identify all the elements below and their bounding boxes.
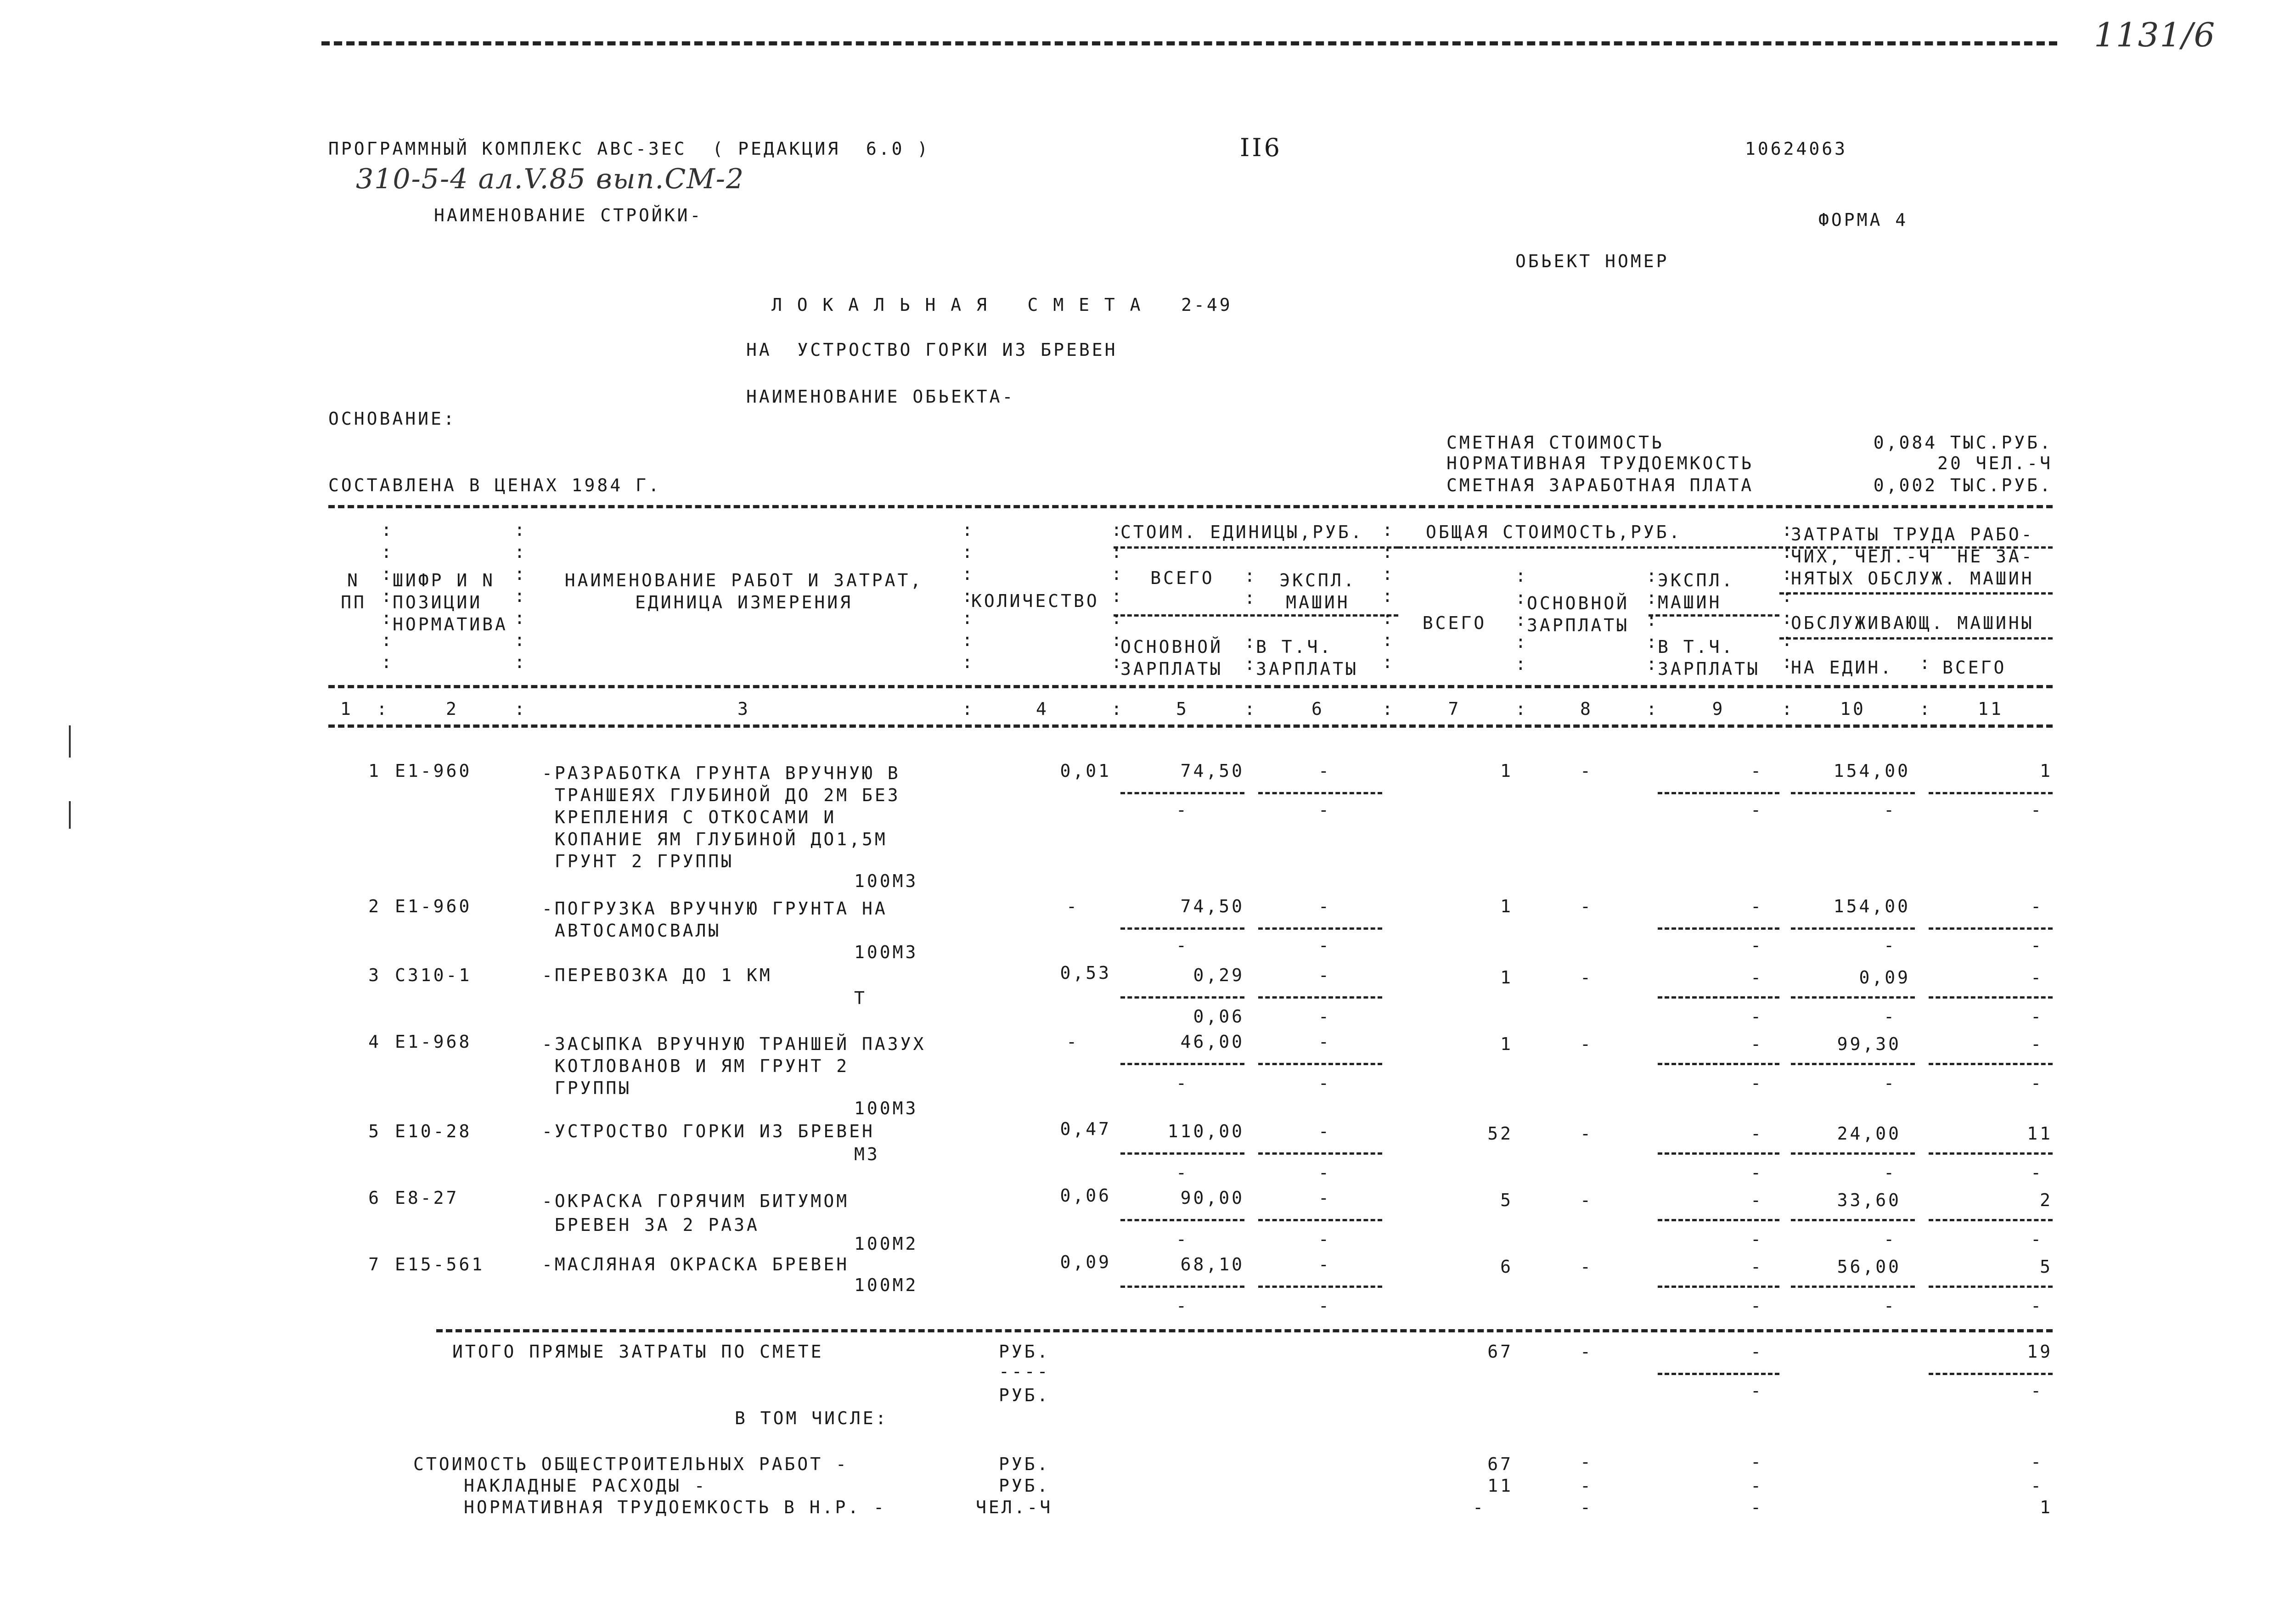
- row-c10: 154,00: [1833, 896, 1910, 916]
- row-c5-bottom: -: [1176, 1296, 1189, 1316]
- row-c9-bottom: -: [1750, 1162, 1763, 1183]
- number-row-separators: :: [1244, 699, 1257, 719]
- row-quantity: 0,06: [1060, 1185, 1111, 1206]
- row-quantity: 0,01: [1060, 761, 1111, 781]
- header-separators: : : : : : : :: [1111, 520, 1124, 672]
- row-number: 7: [368, 1254, 381, 1275]
- row-unit: М3: [854, 1144, 880, 1164]
- row-c10-rule: [1791, 792, 1915, 794]
- row-c10: 33,60: [1837, 1190, 1901, 1210]
- labor-sub-header: ОБСЛУЖИВАЮЩ. МАШИНЫ: [1791, 613, 2034, 633]
- row-number: 6: [368, 1188, 381, 1208]
- row-c6-bottom: -: [1318, 1073, 1331, 1093]
- row-c6-rule: [1258, 1063, 1382, 1065]
- row-c9: -: [1750, 761, 1763, 781]
- row-c5-rule: [1120, 1152, 1244, 1155]
- summary-label-labor: НОРМАТИВНАЯ ТРУДОЕМКОСТЬ: [1446, 453, 1754, 473]
- row-c5: 74,50: [1180, 761, 1244, 781]
- totals-line-c11: -: [2031, 1476, 2043, 1496]
- direct-costs-c8: -: [1580, 1342, 1593, 1362]
- row-number: 2: [368, 896, 381, 916]
- construction-name: НАИМЕНОВАНИЕ СТРОЙКИ-: [434, 205, 703, 225]
- row-c8: -: [1580, 1257, 1593, 1277]
- row-c6: -: [1318, 761, 1331, 781]
- row-c11-bottom: -: [2031, 1162, 2043, 1183]
- row-c11-rule: [1929, 927, 2053, 930]
- prices-basis: СОСТАВЛЕНА В ЦЕНАХ 1984 Г.: [328, 475, 661, 495]
- row-c7: 5: [1500, 1190, 1513, 1210]
- row-c7: 6: [1500, 1257, 1513, 1277]
- row-c9: -: [1750, 1123, 1763, 1144]
- totals-line-c9: -: [1750, 1452, 1763, 1472]
- row-c8: -: [1580, 1123, 1593, 1144]
- row-code: Е1-960: [395, 761, 472, 781]
- row-c6-bottom: -: [1318, 1006, 1331, 1027]
- col6-top-header: ЭКСПЛ. МАШИН: [1279, 570, 1356, 612]
- header-separators: : : : : : : :: [1782, 520, 1795, 672]
- summary-label-wage: СМЕТНАЯ ЗАРАБОТНАЯ ПЛАТА: [1446, 475, 1754, 495]
- row-c8: -: [1580, 1190, 1593, 1210]
- row-c9: -: [1750, 1190, 1763, 1210]
- row-c11-bottom: -: [2031, 1229, 2043, 1249]
- row-c6-bottom: -: [1318, 935, 1331, 955]
- totals-line-label: НОРМАТИВНАЯ ТРУДОЕМКОСТЬ В Н.Р. -: [464, 1497, 886, 1517]
- row-c6: -: [1318, 965, 1331, 985]
- header-separators: : : : : : : :: [1382, 520, 1395, 672]
- row-c10-rule: [1791, 1063, 1915, 1065]
- totals-line-c7: 67: [1487, 1454, 1513, 1474]
- row-c6-bottom: -: [1318, 1229, 1331, 1249]
- row-quantity: 0,09: [1060, 1252, 1111, 1272]
- col-number-6: 6: [1311, 699, 1324, 719]
- row-c6-bottom: -: [1318, 800, 1331, 820]
- table-top-rule: [328, 505, 2053, 508]
- header-separators: : : : : :: [1646, 566, 1659, 674]
- row-unit: 100М3: [854, 871, 918, 891]
- number-row-separators: :: [1782, 699, 1795, 719]
- col6-bottom-header: В Т.Ч. ЗАРПЛАТЫ: [1256, 637, 1359, 679]
- row-c5-bottom: -: [1176, 1162, 1189, 1183]
- row-name: -РАЗРАБОТКА ГРУНТА ВРУЧНУЮ В ТРАНШЕЯХ ГЛУБИНОЙ ДО 2М БЕЗ КРЕПЛЕНИЯ С ОТКОСАМИ И КОПАНИЕ ЯМ ГЛУБИНОЙ ДО1,5М ГРУНТ 2 ГРУППЫ: [542, 763, 900, 871]
- number-row-separators: :: [1111, 699, 1124, 719]
- unit-cost-subrule: [1114, 546, 1398, 549]
- row-c6-bottom: -: [1318, 1162, 1331, 1183]
- totals-line-label: НАКЛАДНЫЕ РАСХОДЫ -: [464, 1476, 707, 1496]
- totals-line-unit: ЧЕЛ.-Ч: [976, 1497, 1053, 1517]
- including-label: В ТОМ ЧИСЛЕ:: [735, 1408, 889, 1428]
- top-dashed-rule: [321, 41, 2057, 45]
- row-c6: -: [1318, 1254, 1331, 1275]
- row-quantity: 0,47: [1060, 1119, 1111, 1139]
- row-c5-bottom: -: [1176, 1229, 1189, 1249]
- row-c5-bottom: -: [1176, 935, 1189, 955]
- row-c5: 68,10: [1180, 1254, 1244, 1275]
- col8-header: ОСНОВНОЙ ЗАРПЛАТЫ: [1527, 593, 1630, 635]
- row-c9-bottom: -: [1750, 935, 1763, 955]
- col-quantity-header: КОЛИЧЕСТВО: [971, 591, 1099, 611]
- row-name: -МАСЛЯНАЯ ОКРАСКА БРЕВЕН: [542, 1254, 850, 1275]
- direct-costs-c9: -: [1750, 1342, 1763, 1362]
- row-c5-bottom: -: [1176, 800, 1189, 820]
- number-row-separators: :: [1382, 699, 1395, 719]
- number-row-separators: :: [377, 699, 389, 719]
- corner-note: 1131/6: [2094, 16, 2216, 54]
- row-c11-rule: [1929, 1219, 2053, 1221]
- row-c7: 1: [1500, 1034, 1513, 1054]
- row-c7: 1: [1500, 896, 1513, 916]
- col-name-header: НАИМЕНОВАНИЕ РАБОТ И ЗАТРАТ, ЕДИНИЦА ИЗМЕРЕНИЯ: [564, 570, 923, 612]
- header-separators: : : : :: [1244, 566, 1257, 674]
- col-number-11: 11: [1978, 699, 2003, 719]
- row-name: -ПОГРУЗКА ВРУЧНУЮ ГРУНТА НА АВТОСАМОСВАЛЫ: [542, 898, 888, 941]
- row-c5: 90,00: [1180, 1188, 1244, 1208]
- row-c10-rule: [1791, 927, 1915, 930]
- row-c5-rule: [1120, 1063, 1244, 1065]
- row-c11-rule: [1929, 1063, 2053, 1065]
- summary-value-cost: 0,084 ТЫС.РУБ.: [1873, 432, 2053, 453]
- row-code: Е1-960: [395, 896, 472, 916]
- row-name: -УСТРОСТВО ГОРКИ ИЗ БРЕВЕН: [542, 1121, 875, 1141]
- row-c10: 154,00: [1833, 761, 1910, 781]
- totals-line-c7: -: [1473, 1497, 1486, 1517]
- row-c11: 11: [2027, 1123, 2053, 1144]
- row-c9-bottom: -: [1750, 800, 1763, 820]
- col7-header: ВСЕГО: [1422, 613, 1487, 633]
- row-c10-bottom: -: [1884, 1006, 1896, 1027]
- row-c6-rule: [1258, 927, 1382, 930]
- row-c5: 110,00: [1167, 1121, 1244, 1141]
- header-separators: : : : : : : :: [381, 520, 394, 672]
- row-c6-rule: [1258, 1152, 1382, 1155]
- row-c10: 0,09: [1859, 967, 1910, 988]
- direct-costs-c7: 67: [1487, 1342, 1513, 1362]
- col-number-8: 8: [1580, 699, 1593, 719]
- row-c8: -: [1580, 1034, 1593, 1054]
- row-c9-rule: [1658, 792, 1779, 794]
- row-unit: 100М2: [854, 1275, 918, 1295]
- direct-costs-c11-bottom: -: [2031, 1381, 2043, 1401]
- col10-header: НА ЕДИН.: [1791, 657, 1894, 678]
- row-c9-rule: [1658, 1063, 1779, 1065]
- number-row-separators: :: [962, 699, 975, 719]
- direct-costs-unit-2: РУБ.: [999, 1385, 1050, 1405]
- direct-costs-c11-rule: [1929, 1373, 2053, 1375]
- total-cost-header: ОБЩАЯ СТОИМОСТЬ,РУБ.: [1426, 522, 1682, 542]
- direct-costs-c9-rule: [1658, 1373, 1779, 1375]
- row-c5-rule: [1120, 996, 1244, 999]
- row-c5-rule: [1120, 792, 1244, 794]
- row-c5-bottom: 0,06: [1193, 1006, 1244, 1027]
- row-c5-bottom: -: [1176, 1073, 1189, 1093]
- header-separators: : : : : : : :: [962, 520, 975, 672]
- row-c6-rule: [1258, 1286, 1382, 1288]
- totals-line-c11: 1: [2040, 1497, 2053, 1517]
- row-unit: Т: [854, 988, 867, 1008]
- col5-bottom-header: ОСНОВНОЙ ЗАРПЛАТЫ: [1120, 637, 1223, 679]
- estimate-subject: НА УСТРОСТВО ГОРКИ ИЗ БРЕВЕН: [746, 340, 1118, 360]
- row-c9: -: [1750, 896, 1763, 916]
- row-number: 1: [368, 761, 381, 781]
- totals-line-c11: -: [2031, 1452, 2043, 1472]
- row-c11: 2: [2040, 1190, 2053, 1210]
- row-c6-bottom: -: [1318, 1296, 1331, 1316]
- row-c5-rule: [1120, 1219, 1244, 1221]
- direct-costs-label: ИТОГО ПРЯМЫЕ ЗАТРАТЫ ПО СМЕТЕ: [452, 1342, 824, 1362]
- row-c10-rule: [1791, 1152, 1915, 1155]
- row-c6-rule: [1258, 1219, 1382, 1221]
- row-c11: 5: [2040, 1257, 2053, 1277]
- row-c9-bottom: -: [1750, 1006, 1763, 1027]
- col11-header: ВСЕГО: [1942, 657, 2007, 678]
- row-c8: -: [1580, 896, 1593, 916]
- row-c6: -: [1318, 1188, 1331, 1208]
- row-c7: 52: [1487, 1123, 1513, 1144]
- col9-bottom-header: В Т.Ч. ЗАРПЛАТЫ: [1658, 637, 1761, 679]
- row-name: -ОКРАСКА ГОРЯЧИМ БИТУМОМ БРЕВЕН ЗА 2 РАЗА: [542, 1191, 850, 1235]
- row-c9: -: [1750, 1257, 1763, 1277]
- number-row-separators: :: [1919, 699, 1932, 719]
- totals-line-c9: -: [1750, 1497, 1763, 1517]
- direct-costs-c11: 19: [2027, 1342, 2053, 1362]
- row-c10-bottom: -: [1884, 1296, 1896, 1316]
- row-number: 3: [368, 965, 381, 985]
- number-row-separators: :: [1515, 699, 1528, 719]
- row-c5: 74,50: [1180, 896, 1244, 916]
- row-c10: 99,30: [1837, 1034, 1901, 1054]
- row-c6: -: [1318, 896, 1331, 916]
- unit-cost-header: СТОИМ. ЕДИНИЦЫ,РУБ.: [1120, 522, 1364, 542]
- number-row-separators: :: [1646, 699, 1659, 719]
- row-c9-bottom: -: [1750, 1296, 1763, 1316]
- totals-line-label: СТОИМОСТЬ ОБЩЕСТРОИТЕЛЬНЫХ РАБОТ -: [413, 1454, 849, 1474]
- row-number: 4: [368, 1032, 381, 1052]
- row-c11: -: [2031, 1034, 2043, 1054]
- row-unit: 100М3: [854, 1098, 918, 1118]
- scan-mark: [69, 725, 71, 758]
- labor-subrule-1: [1779, 592, 2053, 595]
- row-c11-bottom: -: [2031, 1073, 2043, 1093]
- row-c9: -: [1750, 1034, 1763, 1054]
- row-c6: -: [1318, 1032, 1331, 1052]
- row-name: -ЗАСЫПКА ВРУЧНУЮ ТРАНШЕЙ ПАЗУХ КОТЛОВАНОВ И ЯМ ГРУНТ 2 ГРУППЫ: [542, 1034, 926, 1098]
- totals-line-unit: РУБ.: [999, 1454, 1050, 1474]
- direct-costs-unit-rule: ----: [999, 1361, 1050, 1381]
- row-c11: -: [2031, 967, 2043, 988]
- row-code: Е1-968: [395, 1032, 472, 1052]
- row-c5: 0,29: [1193, 965, 1244, 985]
- labor-header: ЗАТРАТЫ ТРУДА РАБО- ЧИХ, ЧЕЛ.-Ч НЕ ЗА- НЯТЫХ ОБСЛУЖ. МАШИН: [1791, 524, 2034, 589]
- header-bottom-rule: [328, 685, 2053, 688]
- summary-label-cost: СМЕТНАЯ СТОИМОСТЬ: [1446, 432, 1664, 453]
- col-number-header: N ПП: [341, 570, 366, 612]
- labor-subrule-2: [1779, 637, 2053, 640]
- estimate-title: Л О К А Л Ь Н А Я С М Е Т А 2-49: [771, 295, 1232, 315]
- row-c9: -: [1750, 967, 1763, 988]
- col9-top-header: ЭКСПЛ. МАШИН: [1658, 570, 1735, 612]
- basis-label: ОСНОВАНИЕ:: [328, 409, 456, 429]
- row-c5-rule: [1120, 1286, 1244, 1288]
- direct-costs-c9-bottom: -: [1750, 1381, 1763, 1401]
- row-quantity: -: [1066, 1032, 1079, 1052]
- totals-line-unit: РУБ.: [999, 1476, 1050, 1496]
- row-c11: 1: [2040, 761, 2053, 781]
- row-c7: 1: [1500, 967, 1513, 988]
- col-number-1: 1: [340, 699, 353, 719]
- object-name: НАИМЕНОВАНИЕ ОБЬЕКТА-: [746, 387, 1015, 407]
- row-c11-bottom: -: [2031, 1006, 2043, 1027]
- summary-value-labor: 20 ЧЕЛ.-Ч: [1937, 453, 2053, 473]
- row-c10: 24,00: [1837, 1123, 1901, 1144]
- number-row-separators: :: [514, 699, 527, 719]
- row-c10-bottom: -: [1884, 800, 1896, 820]
- header-separators: : : : : : : :: [514, 520, 527, 672]
- row-c6: -: [1318, 1121, 1331, 1141]
- row-quantity: -: [1066, 896, 1079, 916]
- row-c9-rule: [1658, 1286, 1779, 1288]
- row-code: С310-1: [395, 965, 472, 985]
- row-c9-rule: [1658, 1152, 1779, 1155]
- row-code: Е10-28: [395, 1121, 472, 1141]
- row-c10-bottom: -: [1884, 1229, 1896, 1249]
- col-code-header: ШИФР И N ПОЗИЦИИ НОРМАТИВА: [393, 570, 508, 635]
- row-c9-rule: [1658, 996, 1779, 999]
- form-number: ФОРМА 4: [1818, 210, 1908, 230]
- row-c7: 1: [1500, 761, 1513, 781]
- row-quantity: 0,53: [1060, 963, 1111, 983]
- row-c9-bottom: -: [1750, 1229, 1763, 1249]
- row-c9-rule: [1658, 1219, 1779, 1221]
- row-c9-bottom: -: [1750, 1073, 1763, 1093]
- row-code: Е15-561: [395, 1254, 485, 1275]
- scan-mark: [69, 801, 71, 829]
- totals-rule: [436, 1329, 2053, 1332]
- direct-costs-unit: РУБ.: [999, 1342, 1050, 1362]
- col-number-10: 10: [1840, 699, 1866, 719]
- row-c8: -: [1580, 967, 1593, 988]
- row-c6-rule: [1258, 996, 1382, 999]
- row-c11-rule: [1929, 1152, 2053, 1155]
- row-c11-rule: [1929, 792, 2053, 794]
- row-c10-bottom: -: [1884, 1162, 1896, 1183]
- header-separators: :: [1919, 653, 1932, 673]
- row-c10-rule: [1791, 1219, 1915, 1221]
- row-code: Е8-27: [395, 1188, 459, 1208]
- totals-line-c8: -: [1580, 1497, 1593, 1517]
- object-number: ОБЬЕКТ НОМЕР: [1515, 251, 1669, 271]
- row-c10: 56,00: [1837, 1257, 1901, 1277]
- row-unit: 100М2: [854, 1234, 918, 1254]
- totals-line-c7: 11: [1487, 1476, 1513, 1496]
- row-c5: 46,00: [1180, 1032, 1244, 1052]
- col-number-5: 5: [1176, 699, 1189, 719]
- row-c10-bottom: -: [1884, 935, 1896, 955]
- page-number: II6: [1240, 133, 1283, 162]
- row-c11-bottom: -: [2031, 800, 2043, 820]
- totals-line-c8: -: [1580, 1452, 1593, 1472]
- row-c11-rule: [1929, 996, 2053, 999]
- totals-line-c9: -: [1750, 1476, 1763, 1496]
- row-c6-rule: [1258, 792, 1382, 794]
- col-number-7: 7: [1448, 699, 1461, 719]
- col-number-3: 3: [737, 699, 750, 719]
- program-name: ПРОГРАММНЫЙ КОМПЛЕКС АВС-3ЕС ( РЕДАКЦИЯ 6.0 ): [328, 139, 930, 159]
- row-c9-rule: [1658, 927, 1779, 930]
- row-name: -ПЕРЕВОЗКА ДО 1 КМ: [542, 965, 772, 985]
- row-unit: 100М3: [854, 942, 918, 962]
- col5-top-header: ВСЕГО: [1150, 568, 1215, 588]
- row-c11-bottom: -: [2031, 1296, 2043, 1316]
- totals-line-c8: -: [1580, 1476, 1593, 1496]
- row-number: 5: [368, 1121, 381, 1141]
- row-c10-rule: [1791, 996, 1915, 999]
- row-c5-rule: [1120, 927, 1244, 930]
- machines-midrule: [1649, 614, 1779, 617]
- row-c11: -: [2031, 896, 2043, 916]
- summary-value-wage: 0,002 ТЫС.РУБ.: [1873, 475, 2053, 495]
- document-code: 10624063: [1745, 139, 1848, 159]
- row-c11-rule: [1929, 1286, 2053, 1288]
- row-c8: -: [1580, 761, 1593, 781]
- row-c10-rule: [1791, 1286, 1915, 1288]
- col-number-2: 2: [446, 699, 459, 719]
- header-separators: : : : : :: [1515, 566, 1528, 674]
- row-c11-bottom: -: [2031, 935, 2043, 955]
- row-c10-bottom: -: [1884, 1073, 1896, 1093]
- col-number-9: 9: [1712, 699, 1725, 719]
- handwritten-reference: 310-5-4 ал.V.85 вып.СМ-2: [356, 163, 745, 195]
- numbers-bottom-rule: [328, 724, 2053, 728]
- col-number-4: 4: [1036, 699, 1049, 719]
